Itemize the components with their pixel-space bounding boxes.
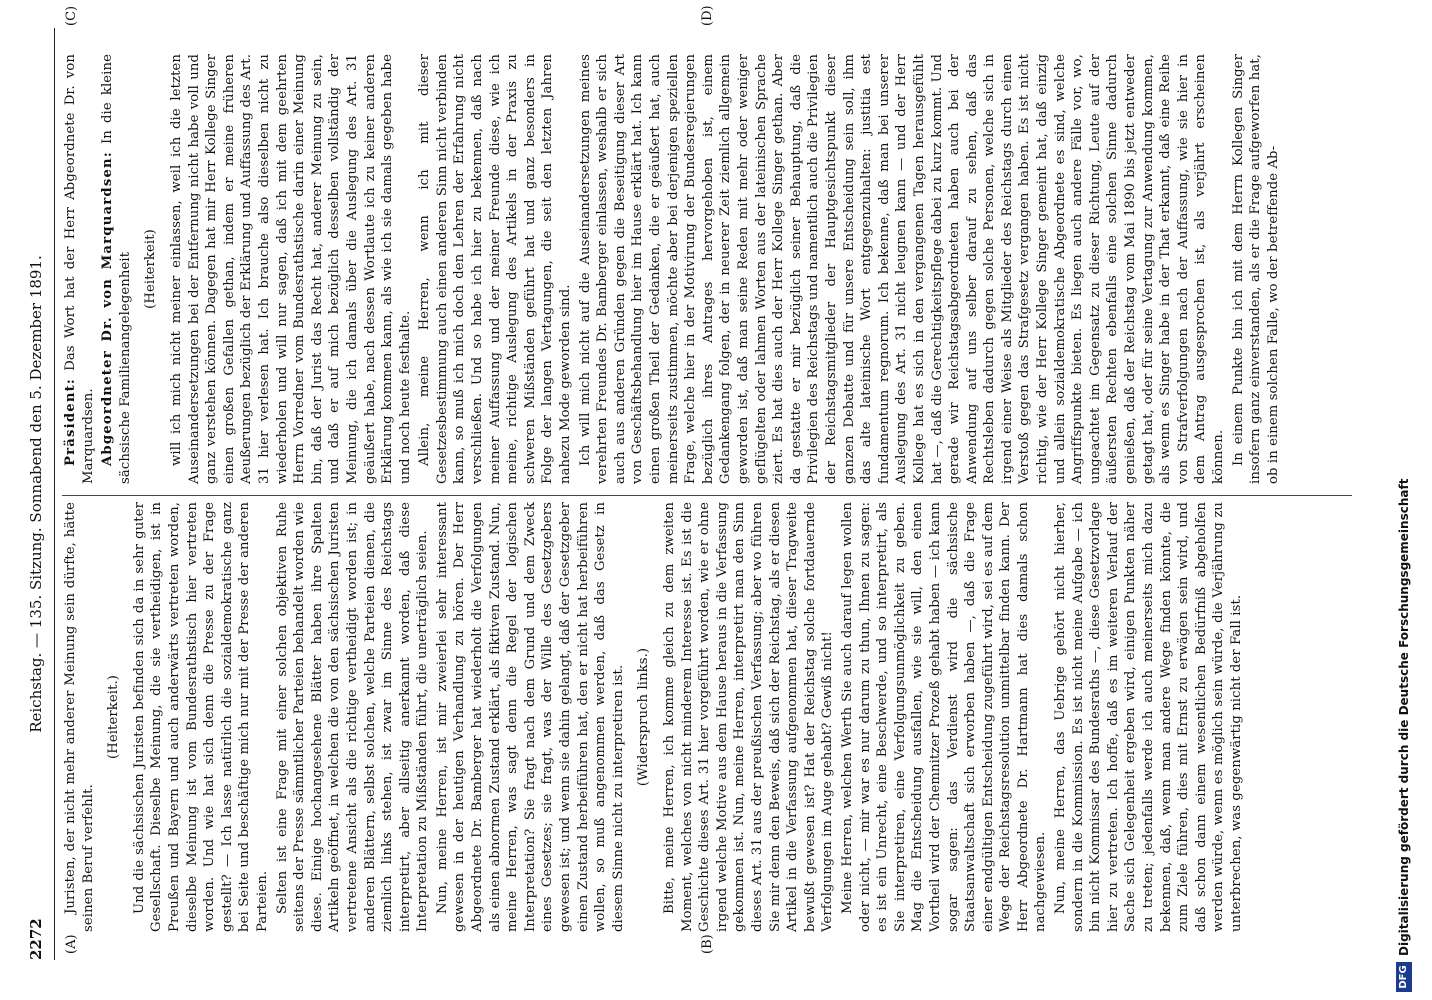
paragraph: Nun, meine Herren, ist mir zweierlei sehr interessant gewesen in der heutigen Verhandlung zu hören. Der Herr Abgeordnete Dr. Bamberger hat wiederholt die Verfolgungen als einen abnormen Zustand erklärt, als fiktiven Zustand. Nun, meine Herren, was sagt denn die Regel der logischen Interpretation? Sie fragt nach dem Grund und dem Zweck eines Gesetzes; sie fragt, was der Wille des Gesetzgebers gewesen ist; und wenn sie dahin gelangt, daß der Gesetzgeber einen Zustand herbeiführen hat, den er nicht hat herbeiführen wollen, so muß angenommen werden, daß das Gesetz in diesem Sinne nicht zu interpretiren ist. (434, 502, 626, 932)
margin-letter-b: (B) (700, 934, 715, 954)
speaker-paragraph (62, 54, 97, 484)
stage-direction: (Widerspruch links.) (636, 647, 652, 787)
stage-direction: (Heiterkeit.) (106, 674, 122, 760)
paragraph: Bitte, meine Herren, ich komme gleich zu dem zweiten Moment, welches von nicht minderem Interesse ist. Es ist die Geschichte dieses Art. 31 hier vorgeführt worden, wie er ohne irgend welche Motive aus dem Hause heraus in die Verfassung gekommen ist. Nun, meine Herren, interpretirt man den Sinn dieses Art. 31 aus der preußischen Verfassung; aber wo führen Sie mir denn den Beweis, daß sich der Reichstag, als er diesen Artikel in die Verfassung aufgenommen hat, dieser Tragweite bewußt gewesen ist? Hat der Reichstag solche fortdauernde Verfolgungen im Auge gehabt? Gewiß nicht! (662, 502, 836, 932)
dfg-logo: DFG (1396, 962, 1412, 992)
margin-letter-d: (D) (700, 5, 715, 26)
paragraph: will ich mich nicht meiner einlassen, weil ich die letzten Auseinandersetzungen bei der Entfernung nicht habe voll und ganz verstehen können. Dagegen hat mir Herr Kollege Singer einen großen Gefallen gethan, indem er meine früheren Aeußerungen bezüglich der Erklärung und Auffassung des Art. 31 hier verlesen hat. Ich brauche also dieselben nicht zu wiederholen und will nur sagen, daß ich mit dem geehrten Herrn Vorredner vom Bundesrathstische darin einer Meinung bin, daß der Jurist das Recht hat, anderer Meinung zu sein, und daß er auf mich bezüglich desselben vollständig der Meinung, die ich damals über die Auslegung des Art. 31 geäußert habe, nach dessen Wortlaute ich zu keiner anderen Erklärung kommen kann, als wie ich sie damals gegeben habe und noch heute festhalte. (168, 54, 413, 484)
digitization-credit: Digitalisierung gefördert durch die Deutsche Forschungsgemeinschaft (1397, 478, 1411, 956)
paragraph: Selten ist eine Frage mit einer solchen objektiven Ruhe seitens der Presse sämmtlicher Parteien behandelt worden wie diese. Einige hochangesehene Blätter haben ihre Spalten Artikeln geöffnet, in welchen die von den sächsischen Juristen vertretene Ansicht als die richtige vertheidigt worden ist; in anderen Blättern, selbst solchen, welche Parteien dienen, die ziemlich links stehen, ist zwar im Sinne des Reichstags interpretirt, aber allseitig anerkannt worden, daß diese Interpretation zu Mißständen führt, die unerträglich seien. (274, 502, 431, 932)
paragraph: Und die sächsischen Juristen befinden sich da in sehr guter Gesellschaft. Dieselbe Meinung, die sie vertheidigen, ist in Preußen und Bayern und auch anderwärts vertreten worden, dieselbe Meinung ist vom Bundesrathstisch hier vertreten worden. Und wie hat sich denn die Presse zu der Frage gestellt? — Ich lasse natürlich die sozialdemokratische ganz bei Seite und beschäftige mich nur mit der Presse der anderen Parteien. (131, 502, 270, 932)
left-column (62, 502, 1248, 932)
speaker-name: Abgeordneter Dr. von Marquardsen: (100, 151, 116, 466)
page-number: 2272 (27, 918, 45, 960)
speaker-paragraph (99, 54, 134, 484)
paragraph: Allein, meine Herren, wenn ich mit dieser Gesetzesbestimmung auch einen anderen Sinn nicht verbinden kann, so muß ich mich doch den Lehren der Erfahrung nicht verschließen. Und so habe ich hier zu bekennen, daß nach meiner Auffassung und der meiner Freunde diese, wie ich meine, richtige Auslegung des Artikels in der Praxis zu schweren Mißständen geführt hat und ganz besonders in Folge der langen Vertagungen, die seit den letzten Jahren nahezu Mode geworden sind. (417, 54, 574, 484)
margin-letter-c: (C) (64, 5, 79, 26)
paragraph: Nun, meine Herren, das Uebrige gehört nicht hierher, sondern in die Kommission. Es ist nicht meine Aufgabe — ich bin nicht Kommissar des Bundesraths —, diese Gesetzvorlage hier zu vertreten. Ich hoffe, daß es im weiteren Verlauf der Sache sich Gelegenheit ergeben wird, einigen Punkten näher zu treten; jedenfalls werde ich auch meinerseits mich dazu bekennen, daß, wenn man andere Wege finden könnte, die zum Ziele führen, dies mit Ernst zu erwägen sein wird, und daß schon dann einem wesentlichen Bedürfniß abgeholfen werden würde, wenn es möglich sein würde, die Verjährung zu unterbrechen, was gegenwärtig nicht der Fall ist. (1053, 502, 1244, 932)
speech-text: Das Wort hat der Herr Abgeordnete Dr. von Marquardsen. (63, 54, 96, 484)
column-divider (62, 495, 1352, 496)
stage-direction: (Heiterkeit) (143, 229, 159, 309)
running-title: Reichstag. — 135. Sitzung. Sonnabend den 5. Dezember 1891. (27, 255, 45, 733)
paragraph: Juristen, der nicht mehr anderer Meinung sein dürfte, hätte seinen Beruf verfehlt. (63, 502, 96, 932)
speech-text: In die kleine sächsische Familienangelegenheit (100, 54, 133, 484)
right-column (62, 54, 1284, 484)
margin-letter-a: (A) (64, 934, 79, 954)
paragraph: Ich will mich nicht auf die Auseinandersetzungen meines verehrten Freundes Dr. Bamberger einlassen, weshalb er sich auch aus anderen Gründen gegen die Beseitigung dieser Art von Geschäftsbehandlung hier im Hause erklärt hat. Ich kann einen großen Theil der Gedanken, die er geäußert hat, auch meinerseits zustimmen, möchte aber bei derjenigen speziellen Frage, welche hier in der Motivirung der Bundesregierungen bezüglich ihres Antrages hervorgehoben ist, einem Gedankengang folgen, der in neuerer Zeit ziemlich allgemein geworden ist, daß man seine Reden mit mehr oder weniger geflügelten oder lahmen Worten aus der lateinischen Sprache ziert. Es hat dies auch der Herr Kollege Singer gethan. Aber da gestatte er mir bezüglich seiner Behauptung, daß die Privilegien des Reichstags und namentlich auch die Privilegien der Reichstagsmitglieder der Hauptgesichtspunkt dieser ganzen Debatte und für unsere Entscheidung sein soll, ihm das alte lateinische Wort entgegenzuhalten: justitia est fundamentum regnorum. Ich bekenne, daß man bei unserer Auslegung des Art. 31 nicht leugnen kann — und der Herr Kollege hat es sich in den vergangenen Tagen herausgefühlt hat —, daß die Gerechtigkeitspflege dabei zu kurz kommt. Und gerade wir Reichstagsabgeordneten haben auch bei der Anwendung auf uns selber darauf zu sehen, daß das Rechtsleben dadurch gegen solche Personen, welche sich in irgend einer Weise als Mitglieder des Reichstags durch einen Verstoß gegen das Strafgesetz vergangen haben. Es ist nicht richtig, wie der Herr Kollege Singer gemeint hat, daß einzig und allein sozialdemokratische Abgeordnete es sind, welche Angriffspunkte bieten. Es liegen auch andere Fälle vor, wo, ungeachtet im Gegensatz zu dieser Richtung, Leute auf der äußersten Rechten ebenfalls eine solchen Sinne dadurch genießen, daß der Reichstag vom Mai 1890 bis jetzt entweder getagt hat, oder für seine Vertagung zur Anwendung kommen, als wenn es Singer habe in der That erkannt, daß eine Reihe von Strafverfolgungen nach der Auffassung, wie sie hier in dem Antrag ausgesprochen ist, als verjährt erscheinen können. (577, 54, 1226, 484)
paragraph: In einem Punkte bin ich mit dem Herrn Kollegen Singer insofern ganz einverstanden, als er die Frage aufgeworfen hat, ob in einem solchen Falle, wo der betreffende Ab- (1230, 54, 1281, 484)
header-rule (54, 28, 55, 960)
paragraph: Meine Herren, welchen Werth Sie auch darauf legen wollen oder nicht, — mir war es nur darum zu thun, Ihnen zu sagen: es ist ein Unrecht, eine Beschwerde, und so interpretirt, als Sie interpretiren, eine Verfolgungsunmöglichkeit zu geben. Mag die Entscheidung ausfallen, wie sie will, den einen Vortheil wird der Chemnitzer Prozeß gehabt haben — ich kann sogar sagen: das Verdienst wird die sächsische Staatsanwaltschaft sich erworben haben —, daß die Frage einer endgültigen Entscheidung zugeführt wird, sei es auf dem Wege der Reichstagsresolution unmittelbar finden kann. Der Herr Abgeordnete Dr. Hartmann hat dies damals schon nachgewiesen. (839, 502, 1049, 932)
page-header (22, 28, 50, 960)
speaker-name: Präsident: (63, 377, 78, 466)
